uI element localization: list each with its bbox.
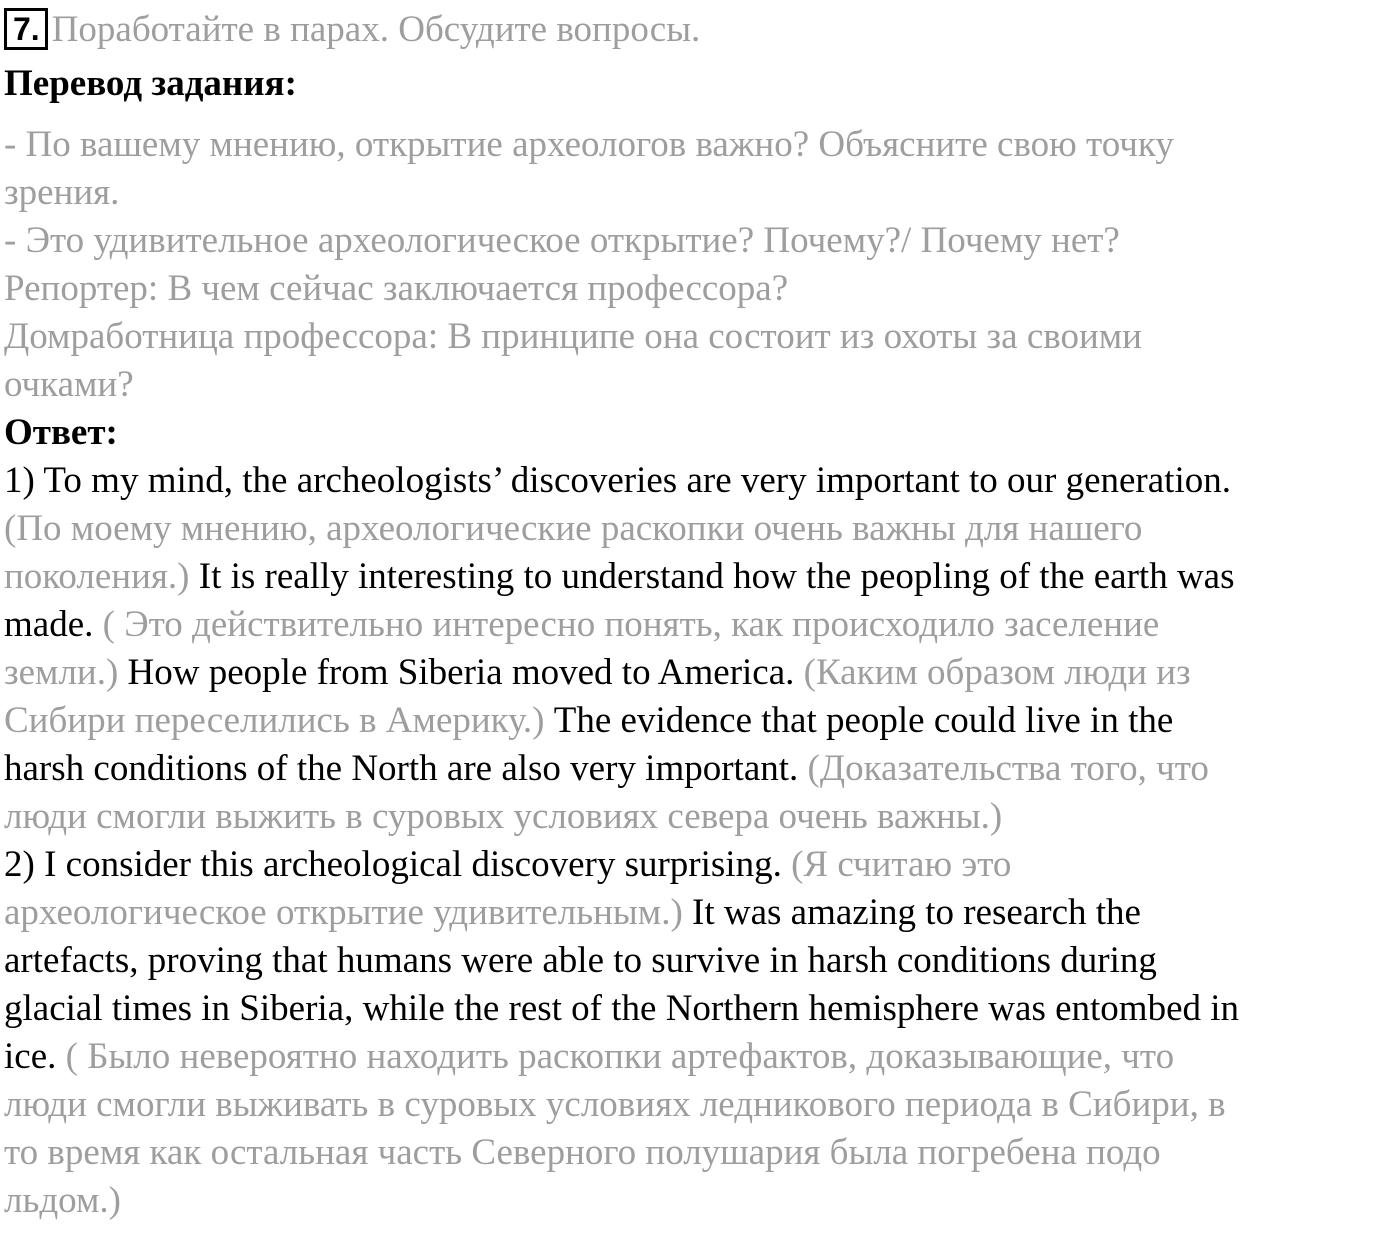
answer-line <box>4 1081 1398 1129</box>
english-text: made. <box>4 604 103 645</box>
answer-line <box>4 745 1398 793</box>
english-text: It is really interesting to understand how the peopling of the earth was <box>198 556 1235 597</box>
answer-line <box>4 889 1398 937</box>
translation-line: - Это удивительное археологическое открытие? Почему?/ Почему нет? <box>4 220 1120 261</box>
translation-line: Домработница профессора: В принципе она состоит из охоты за своими <box>4 316 1142 357</box>
answer-line <box>4 601 1398 649</box>
russian-text: ( Было невероятно находить раскопки артефактов, доказывающие, что <box>65 1036 1175 1077</box>
english-text: 1) To my mind, the archeologists’ discoveries are very important to our generation. <box>4 460 1231 501</box>
task-number-box: 7. <box>4 8 48 50</box>
english-text: How people from Siberia moved to America. <box>127 652 804 693</box>
english-text: ice. <box>4 1036 66 1077</box>
english-text: It was amazing to research the <box>692 892 1141 933</box>
russian-text: льдом.) <box>4 1180 121 1221</box>
russian-text: ( Это действительно интересно понять, как происходило заселение <box>102 604 1160 645</box>
answer-line <box>4 649 1398 697</box>
answer-line <box>4 937 1398 985</box>
russian-text: Сибири переселились в Америку.) <box>4 700 554 741</box>
translation-heading: Перевод задания: <box>4 63 297 104</box>
answer-line <box>4 457 1398 505</box>
russian-text: (По моему мнению, археологические раскопки очень важны для нашего <box>4 508 1143 549</box>
russian-text: (Каким образом люди из <box>803 652 1191 693</box>
answer-block <box>4 457 1398 1225</box>
answer-line <box>4 1129 1398 1177</box>
task-instruction: Поработайте в парах. Обсудите вопросы. <box>51 9 701 50</box>
translation-line: зрения. <box>4 172 120 213</box>
english-text: 2) I consider this archeological discovery surprising. <box>4 844 792 885</box>
translation-line: - По вашему мнению, открытие археологов важно? Объясните свою точку <box>4 124 1174 165</box>
english-text: The evidence that people could live in the <box>553 700 1174 741</box>
russian-text: то время как остальная часть Северного полушария была погребена подо <box>4 1132 1161 1173</box>
answer-line <box>4 985 1398 1033</box>
answer-line <box>4 553 1398 601</box>
russian-text: (Я считаю это <box>791 844 1012 885</box>
russian-text: археологическое открытие удивительным.) <box>4 892 693 933</box>
translation-block <box>4 121 1398 409</box>
russian-text: люди смогли выжить в суровых условиях севера очень важны.) <box>4 796 1003 837</box>
translation-line: очками? <box>4 364 134 405</box>
answer-line <box>4 1177 1398 1225</box>
english-text: glacial times in Siberia, while the rest of the Northern hemisphere was entombed in <box>4 988 1240 1029</box>
english-text: harsh conditions of the North are also very important. <box>4 748 808 789</box>
russian-text: (Доказательства того, что <box>807 748 1209 789</box>
answer-line <box>4 1033 1398 1081</box>
task-header <box>4 6 1398 54</box>
russian-text: люди смогли выживать в суровых условиях ледникового периода в Сибири, в <box>4 1084 1226 1125</box>
translation-line: Репортер: В чем сейчас заключается профессора? <box>4 268 789 309</box>
document-page <box>4 6 1398 1225</box>
answer-line <box>4 697 1398 745</box>
answer-line <box>4 793 1398 841</box>
russian-text: поколения.) <box>4 556 199 597</box>
russian-text: земли.) <box>4 652 128 693</box>
answer-line <box>4 505 1398 553</box>
answer-line <box>4 841 1398 889</box>
answer-heading: Ответ: <box>4 412 118 453</box>
english-text: artefacts, proving that humans were able to survive in harsh conditions during <box>4 940 1157 981</box>
